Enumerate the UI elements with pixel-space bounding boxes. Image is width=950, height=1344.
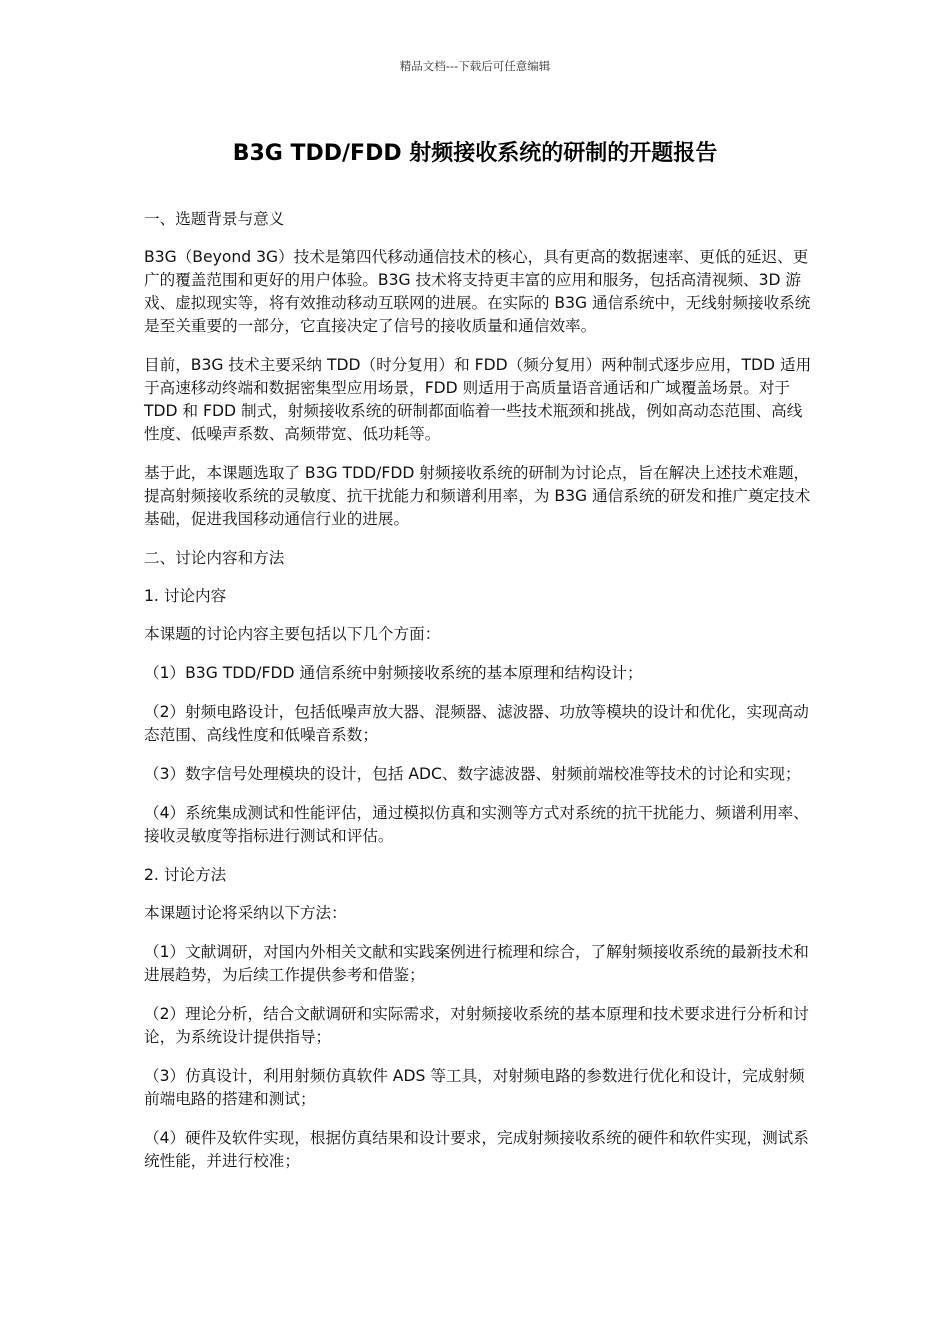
page-title: B3G TDD/FDD 射频接收系统的研制的开题报告: [232, 141, 718, 166]
list-item: （3）数字信号处理模块的设计，包括 ADC、数字滤波器、射频前端校准等技术的讨论和实现；: [144, 765, 801, 783]
section-heading: 一、选题背景与意义: [144, 210, 285, 228]
document-body: [144, 208, 814, 1189]
list-item: （3）仿真设计，利用射频仿真软件 ADS 等工具，对射频电路的参数进行优化和设计，完成射频前端电路的搭建和测试；: [144, 1067, 805, 1108]
paragraph: 本课题讨论将采纳以下方法：: [144, 904, 347, 922]
subsection-heading: 1. 讨论内容: [144, 587, 227, 605]
header-note: 精品文档---下载后可任意编辑: [399, 59, 551, 73]
section-heading: 二、讨论内容和方法: [144, 549, 285, 567]
paragraph: B3G（Beyond 3G）技术是第四代移动通信技术的核心，具有更高的数据速率、更低的延迟、更广的覆盖范围和更好的用户体验。B3G 技术将支持更丰富的应用和服务，包括高清视频、3D 游戏、虚拟现实等，将有效推动移动互联网的进展。在实际的 B3G 通信系统中，无线射频接收系统是至关重要的一部分，它直接决定了信号的接收质量和通信效率。: [144, 248, 811, 335]
list-item: （2）理论分析，结合文献调研和实际需求，对射频接收系统的基本原理和技术要求进行分析和讨论，为系统设计提供指导；: [144, 1005, 809, 1046]
paragraph: 目前，B3G 技术主要采纳 TDD（时分复用）和 FDD（频分复用）两种制式逐步应用，TDD 适用于高速移动终端和数据密集型应用场景，FDD 则适用于高质量语音通话和广域覆盖场景。对于 TDD 和 FDD 制式，射频接收系统的研制都面临着一些技术瓶颈和挑战，例如高动态范围、高线性度、低噪声系数、高频带宽、低功耗等。: [144, 356, 812, 443]
list-item: （4）硬件及软件实现，根据仿真结果和设计要求，完成射频接收系统的硬件和软件实现，测试系统性能，并进行校准；: [144, 1129, 809, 1170]
list-item: （1）B3G TDD/FDD 通信系统中射频接收系统的基本原理和结构设计；: [144, 664, 643, 682]
paragraph: 基于此，本课题选取了 B3G TDD/FDD 射频接收系统的研制为讨论点，旨在解决上述技术难题，提高射频接收系统的灵敏度、抗干扰能力和频谱利用率，为 B3G 通信系统的研发和推广奠定技术基础，促进我国移动通信行业的进展。: [144, 464, 811, 528]
list-item: （1）文献调研，对国内外相关文献和实践案例进行梳理和综合，了解射频接收系统的最新技术和进展趋势，为后续工作提供参考和借鉴；: [144, 943, 809, 984]
list-item: （2）射频电路设计，包括低噪声放大器、混频器、滤波器、功放等模块的设计和优化，实现高动态范围、高线性度和低噪音系数；: [144, 703, 809, 744]
list-item: （4）系统集成测试和性能评估，通过模拟仿真和实测等方式对系统的抗干扰能力、频谱利用率、接收灵敏度等指标进行测试和评估。: [144, 804, 809, 845]
paragraph: 本课题的讨论内容主要包括以下几个方面：: [144, 625, 441, 643]
subsection-heading: 2. 讨论方法: [144, 866, 227, 884]
